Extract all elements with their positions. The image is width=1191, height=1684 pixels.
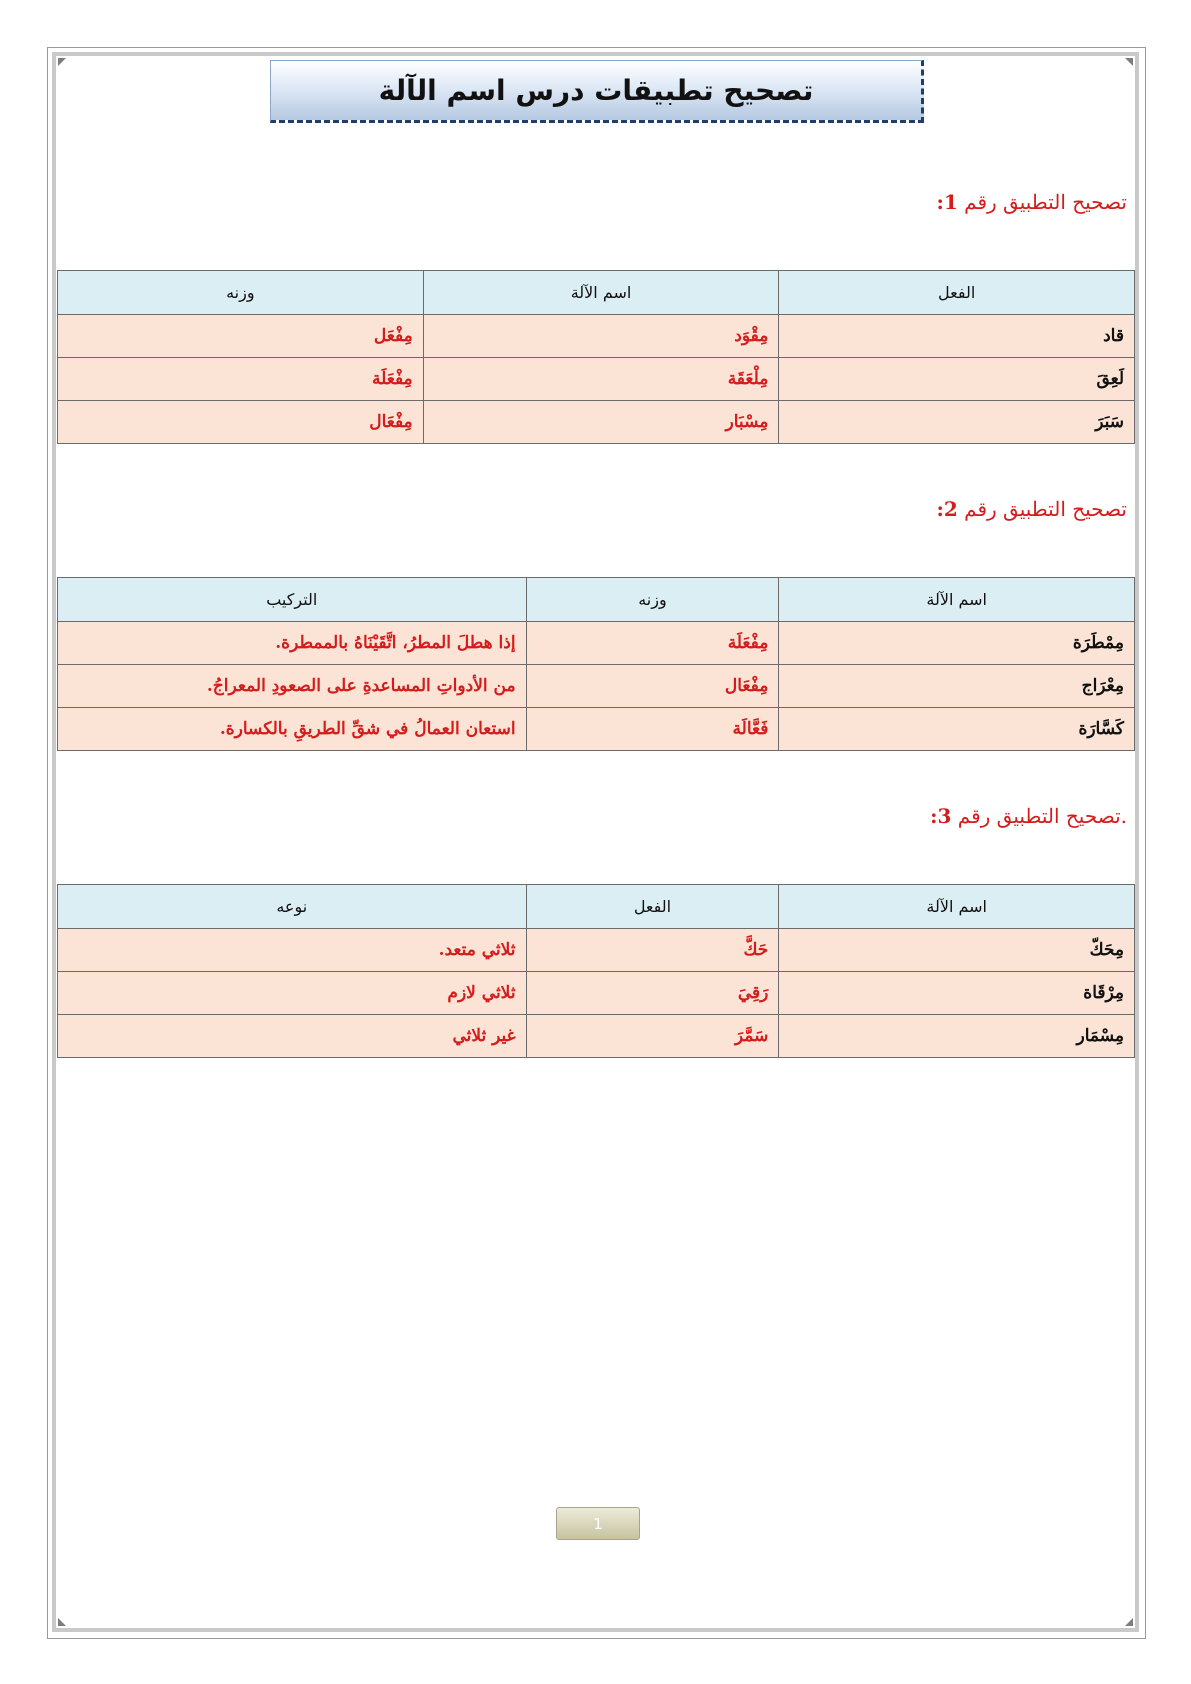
- table-row: [58, 708, 1135, 751]
- table-cell: كَسَّارَة: [779, 708, 1135, 751]
- table-row: [58, 358, 1135, 401]
- column-header: اسم الآلة: [779, 885, 1135, 929]
- table-cell: مِعْرَاج: [779, 665, 1135, 708]
- table-row: [58, 1015, 1135, 1058]
- table-cell: مِفْعَال: [526, 665, 779, 708]
- table-cell: مِسْبَار: [423, 401, 779, 444]
- table-header-row: [58, 885, 1135, 929]
- section-heading-text: .تصحيح التطبيق رقم: [957, 804, 1127, 828]
- table-cell: قاد: [779, 315, 1135, 358]
- table-header-row: [58, 271, 1135, 315]
- table-row: [58, 622, 1135, 665]
- section-heading-number: 3:: [930, 804, 952, 828]
- page-title: تصحيح تطبيقات درس اسم الآلة: [378, 74, 814, 107]
- table-cell: مِفْعَلَة: [526, 622, 779, 665]
- column-header: وزنه: [526, 578, 779, 622]
- column-header: الفعل: [779, 271, 1135, 315]
- table-cell: مِفْعَل: [58, 315, 424, 358]
- table-row: [58, 972, 1135, 1015]
- table-row: [58, 401, 1135, 444]
- corner-ornament: [58, 58, 66, 66]
- column-header: وزنه: [58, 271, 424, 315]
- section-3-heading: [930, 804, 1127, 828]
- table-cell: مِرْقَاة: [779, 972, 1135, 1015]
- column-header: التركيب: [58, 578, 527, 622]
- table-cell: مِفْعَال: [58, 401, 424, 444]
- section-heading-text: تصحيح التطبيق رقم: [964, 190, 1127, 214]
- table-row: [58, 315, 1135, 358]
- table-cell: رَقِيَ: [526, 972, 779, 1015]
- corner-ornament: [1125, 1618, 1133, 1626]
- table-cell: لَعِقَ: [779, 358, 1135, 401]
- table-application-1: [57, 270, 1135, 444]
- section-heading-text: تصحيح التطبيق رقم: [964, 497, 1127, 521]
- section-1-heading: [936, 190, 1127, 214]
- table-application-2: [57, 577, 1135, 751]
- table-cell: مِلْعَقَة: [423, 358, 779, 401]
- table-cell: سَبَرَ: [779, 401, 1135, 444]
- corner-ornament: [58, 1618, 66, 1626]
- column-header: اسم الآلة: [423, 271, 779, 315]
- table-cell: فَعَّالَة: [526, 708, 779, 751]
- column-header: الفعل: [526, 885, 779, 929]
- table-cell: مِقْوَد: [423, 315, 779, 358]
- table-cell: مِمْطَرَة: [779, 622, 1135, 665]
- table-cell: مِحَكّ: [779, 929, 1135, 972]
- page-number: 1: [556, 1507, 640, 1540]
- table-cell: مِفْعَلَة: [58, 358, 424, 401]
- table-cell: من الأدواتِ المساعدةِ على الصعودِ المعراجُ.: [58, 665, 527, 708]
- table-cell: استعان العمالُ في شقِّ الطريقِ بالكسارة.: [58, 708, 527, 751]
- table-header-row: [58, 578, 1135, 622]
- title-banner: [270, 60, 924, 123]
- table-row: [58, 929, 1135, 972]
- table-cell: ثلاثي متعد.: [58, 929, 527, 972]
- table-application-3: [57, 884, 1135, 1058]
- section-heading-number: 2:: [936, 497, 958, 521]
- table-cell: مِسْمَار: [779, 1015, 1135, 1058]
- table-cell: غير ثلاثي: [58, 1015, 527, 1058]
- column-header: اسم الآلة: [779, 578, 1135, 622]
- table-cell: سَمَّرَ: [526, 1015, 779, 1058]
- table-cell: إذا هطلَ المطرُ، اتَّقَيْنَاهُ بالممطرة.: [58, 622, 527, 665]
- table-cell: حَكَّ: [526, 929, 779, 972]
- table-row: [58, 665, 1135, 708]
- corner-ornament: [1125, 58, 1133, 66]
- section-2-heading: [936, 497, 1127, 521]
- column-header: نوعه: [58, 885, 527, 929]
- table-cell: ثلاثي لازم: [58, 972, 527, 1015]
- section-heading-number: 1:: [936, 190, 958, 214]
